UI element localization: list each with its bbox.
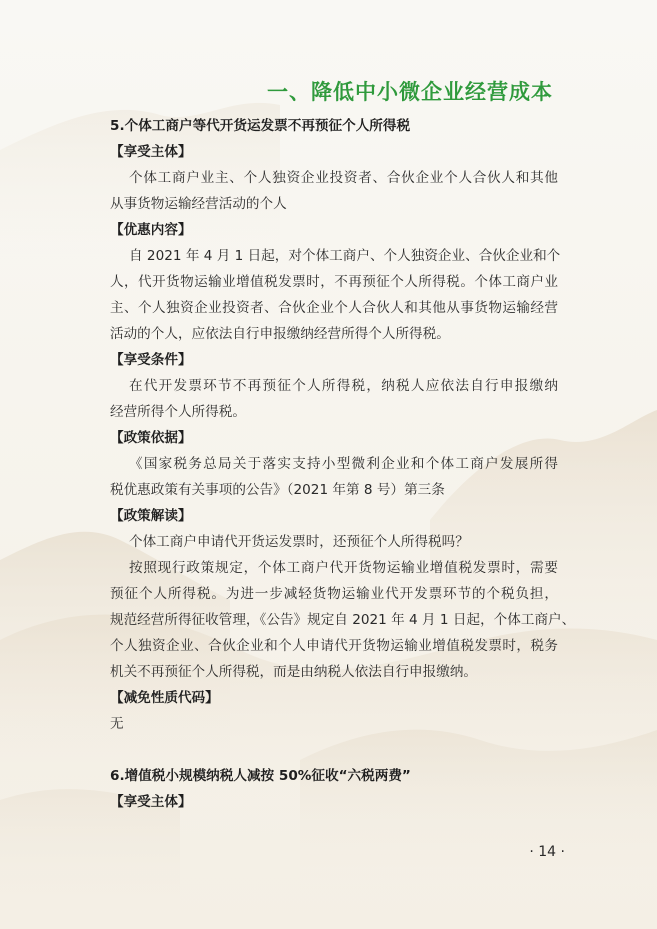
interpretation-line: 个体工商户申请代开货运发票时，还预征个人所得税吗？ xyxy=(129,534,469,550)
item-6-heading: 6.增值税小规模纳税人减按 50%征收“六税两费” xyxy=(110,768,411,784)
content-line: 自 2021 年 4 月 1 日起，对个体工商户、个人独资企业、合伙企业和个 xyxy=(129,248,561,264)
content-line: 人，代开货物运输业增值税发票时，不再预征个人所得税。个体工商户业 xyxy=(110,274,558,290)
item-5-heading: 5.个体工商户等代开货运发票不再预征个人所得税 xyxy=(110,118,411,134)
code-label: 【减免性质代码】 xyxy=(110,690,219,706)
subject-line: 从事货物运输经营活动的个人 xyxy=(110,196,287,212)
subject-label: 【享受主体】 xyxy=(110,144,192,160)
content-line: 活动的个人，应依法自行申报缴纳经营所得个人所得税。 xyxy=(110,326,450,342)
content-line: 主、个人独资企业投资者、合伙企业个人合伙人和其他从事货物运输经营 xyxy=(110,300,558,316)
condition-line: 经营所得个人所得税。 xyxy=(110,404,246,420)
interpretation-line: 按照现行政策规定，个体工商户代开货物运输业增值税发票时，需要 xyxy=(129,560,558,576)
page-number: · 14 · xyxy=(529,844,565,860)
basis-line: 《国家税务总局关于落实支持小型微利企业和个体工商户发展所得 xyxy=(129,456,558,472)
condition-label: 【享受条件】 xyxy=(110,352,192,368)
interpretation-line: 机关不再预征个人所得税，而是由纳税人依法自行申报缴纳。 xyxy=(110,664,478,680)
basis-line: 税优惠政策有关事项的公告》（2021 年第 8 号）第三条 xyxy=(110,482,445,498)
content-label: 【优惠内容】 xyxy=(110,222,192,238)
subject-line: 个体工商户业主、个人独资企业投资者、合伙企业个人合伙人和其他 xyxy=(129,170,558,186)
condition-line: 在代开发票环节不再预征个人所得税，纳税人应依法自行申报缴纳 xyxy=(129,378,558,394)
chapter-title: 一、降低中小微企业经营成本 xyxy=(267,80,553,104)
basis-label: 【政策依据】 xyxy=(110,430,192,446)
interpretation-line: 预征个人所得税。为进一步减轻货物运输业代开发票环节的个税负担， xyxy=(110,586,558,602)
interpretation-line: 个人独资企业、合伙企业和个人申请代开货物运输业增值税发票时，税务 xyxy=(110,638,558,654)
item-6-subject-label: 【享受主体】 xyxy=(110,794,192,810)
page-content xyxy=(110,113,576,815)
code-value: 无 xyxy=(110,716,124,732)
interpretation-line: 规范经营所得征收管理，《公告》规定自 2021 年 4 月 1 日起，个体工商户、 xyxy=(110,612,576,628)
interpretation-label: 【政策解读】 xyxy=(110,508,192,524)
section-gap xyxy=(110,737,558,763)
